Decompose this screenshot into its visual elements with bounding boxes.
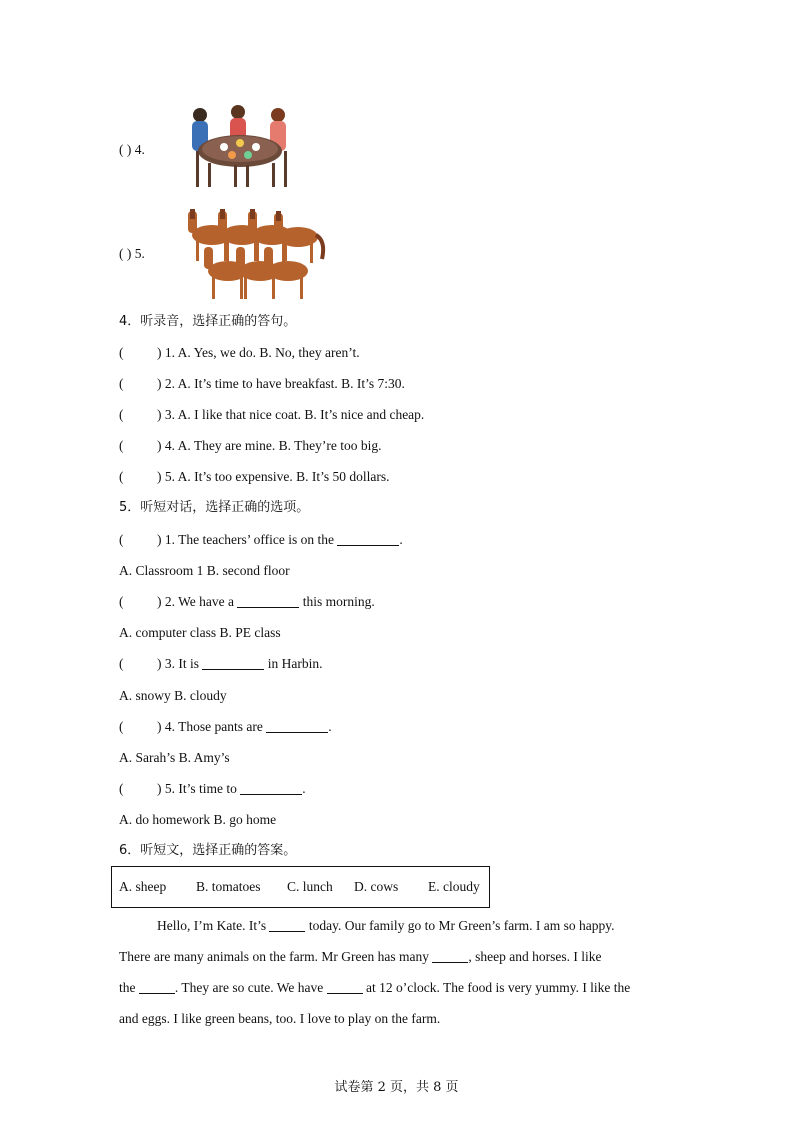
answer-blank[interactable] (240, 781, 302, 795)
s4-q2: ( ) 2. A. It’s time to have breakfast. B. It’s 7:30. (119, 376, 405, 391)
word-bank-box (111, 866, 490, 908)
s5-q1: ( ) 1. The teachers’ office is on the . (119, 532, 403, 547)
s5-q3: ( ) 3. It is in Harbin. (119, 656, 323, 671)
answer-blank[interactable] (269, 918, 305, 932)
s4-q1: ( ) 1. A. Yes, we do. B. No, they aren’t. (119, 345, 360, 360)
word-bank-option: D. cows (354, 879, 399, 894)
s5-q1-options: A. Classroom 1 B. second floor (119, 563, 290, 578)
s5-q2-options: A. computer class B. PE class (119, 625, 281, 640)
section-6-heading: 6．听短文，选择正确的答案。 (119, 843, 297, 858)
s5-q4: ( ) 4. Those pants are . (119, 719, 332, 734)
horses-picture (184, 203, 326, 301)
answer-blank[interactable] (327, 980, 363, 994)
word-bank-option: A. sheep (119, 879, 167, 894)
s5-q2: ( ) 2. We have a this morning. (119, 594, 375, 609)
word-bank-option: B. tomatoes (196, 879, 261, 894)
s5-q4-options: A. Sarah’s B. Amy’s (119, 750, 230, 765)
s5-q5: ( ) 5. It’s time to . (119, 781, 306, 796)
q3-item-5-label: ( ) 5. (119, 246, 145, 261)
s5-q3-options: A. snowy B. cloudy (119, 688, 227, 703)
word-bank-option: C. lunch (287, 879, 333, 894)
word-bank-option: E. cloudy (428, 879, 480, 894)
answer-blank[interactable] (337, 532, 399, 546)
passage-line-2: There are many animals on the farm. Mr Green has many , sheep and horses. I like (119, 949, 602, 964)
passage-line-3: the . They are so cute. We have at 12 o’clock. The food is very yummy. I like the (119, 980, 631, 995)
q3-item-4-label: ( ) 4. (119, 142, 145, 157)
answer-blank[interactable] (202, 656, 264, 670)
s4-q4: ( ) 4. A. They are mine. B. They’re too big. (119, 438, 382, 453)
passage-line-1: Hello, I’m Kate. It’s today. Our family go to Mr Green’s farm. I am so happy. (157, 918, 615, 933)
section-5-heading: 5．听短对话，选择正确的选项。 (119, 500, 310, 515)
answer-blank[interactable] (432, 949, 468, 963)
answer-blank[interactable] (237, 594, 299, 608)
page-footer: 试卷第 2 页，共 8 页 (334, 1080, 459, 1095)
section-4-heading: 4．听录音，选择正确的答句。 (119, 314, 297, 329)
s4-q5: ( ) 5. A. It’s too expensive. B. It’s 50 dollars. (119, 469, 390, 484)
answer-blank[interactable] (266, 719, 328, 733)
passage-line-4: and eggs. I like green beans, too. I love to play on the farm. (119, 1011, 441, 1026)
s5-q5-options: A. do homework B. go home (119, 812, 277, 827)
family-dinner-picture (186, 103, 294, 189)
answer-blank[interactable] (139, 980, 175, 994)
s4-q3: ( ) 3. A. I like that nice coat. B. It’s nice and cheap. (119, 407, 425, 422)
